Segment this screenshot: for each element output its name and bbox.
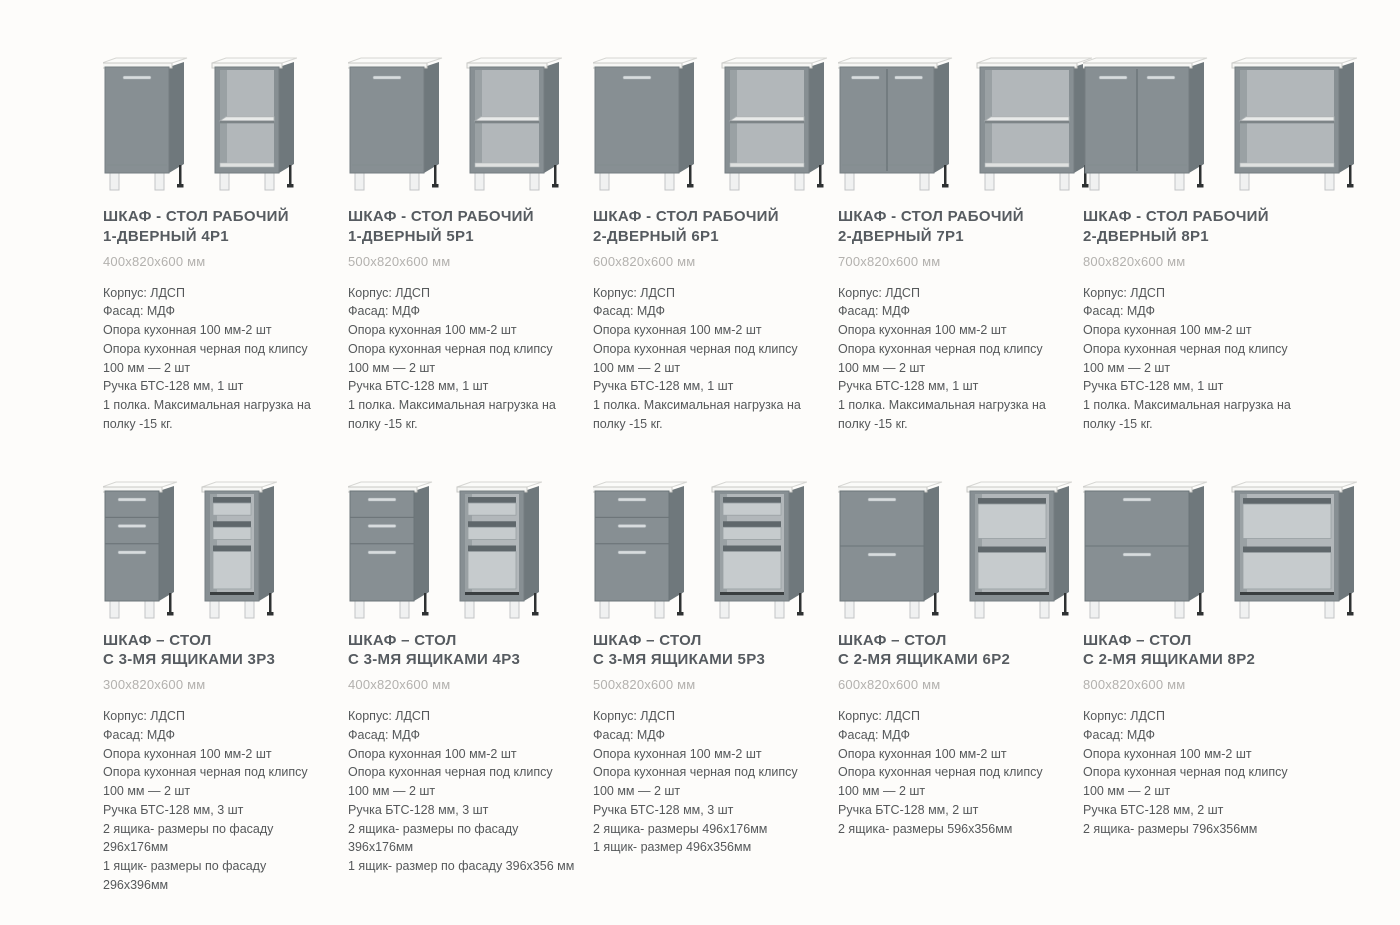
product-title-line2: 1-ДВЕРНЫЙ 4Р1 xyxy=(103,227,229,245)
product-image xyxy=(103,55,331,197)
spec-line: 1 ящик- размер по фасаду 396х356 мм xyxy=(348,859,575,874)
product-title-line2: 2-ДВЕРНЫЙ 6Р1 xyxy=(593,227,719,245)
spec-line: Фасад: МДФ xyxy=(593,727,666,742)
product-card xyxy=(1083,52,1311,434)
spec-line: Ручка БТС-128 мм, 1 шт xyxy=(103,379,244,394)
spec-line: Фасад: МДФ xyxy=(838,304,911,319)
spec-line: Ручка БТС-128 мм, 1 шт xyxy=(593,379,734,394)
product-title-line2: 2-ДВЕРНЫЙ 8Р1 xyxy=(1083,227,1209,245)
product-image xyxy=(1083,55,1311,197)
product-spec-list xyxy=(103,707,331,895)
product-dimensions: 800х820х600 мм xyxy=(1083,677,1186,693)
product-dimensions: 600х820х600 мм xyxy=(838,677,941,693)
product-dimensions: 400х820х600 мм xyxy=(103,253,206,269)
spec-line: Ручка БТС-128 мм, 1 шт xyxy=(838,379,979,394)
product-image xyxy=(348,479,576,621)
product-dimensions: 700х820х600 мм xyxy=(838,253,941,269)
spec-line: 2 ящика- размеры 496х176мм xyxy=(593,821,768,836)
product-image xyxy=(348,55,576,197)
spec-line: 1 ящик- размер 496х356мм xyxy=(593,840,752,855)
product-spec-list xyxy=(103,284,331,434)
product-title-line1: ШКАФ - СТОЛ РАБОЧИЙ xyxy=(103,208,289,225)
spec-line: Ручка БТС-128 мм, 2 шт xyxy=(838,802,979,817)
product-card xyxy=(103,52,331,434)
product-title-line1: ШКАФ – СТОЛ xyxy=(593,631,702,649)
spec-line: Опора кухонная черная под клипсу 100 мм — 2 шт xyxy=(103,765,308,799)
spec-line: Опора кухонная черная под клипсу 100 мм — 2 шт xyxy=(1083,341,1288,375)
spec-line: Опора кухонная черная под клипсу 100 мм — 2 шт xyxy=(838,765,1043,799)
spec-line: Фасад: МДФ xyxy=(593,304,666,319)
product-spec-list xyxy=(838,707,1066,838)
spec-line: 2 ящика- размеры 796х356мм xyxy=(1083,821,1258,836)
product-title xyxy=(103,207,331,247)
product-spec-list xyxy=(593,707,821,857)
product-title-line1: ШКАФ - СТОЛ РАБОЧИЙ xyxy=(1083,208,1269,225)
product-title-line2: С 3-МЯ ЯЩИКАМИ 5Р3 xyxy=(593,651,766,669)
product-title xyxy=(838,631,1066,671)
product-title xyxy=(348,631,576,671)
product-title-line1: ШКАФ – СТОЛ xyxy=(1083,631,1192,649)
product-dimensions: 300х820х600 мм xyxy=(103,677,206,693)
spec-line: Ручка БТС-128 мм, 3 шт xyxy=(348,802,489,817)
product-image xyxy=(838,479,1066,621)
product-title-line1: ШКАФ - СТОЛ РАБОЧИЙ xyxy=(838,208,1024,225)
product-spec-list xyxy=(1083,707,1311,838)
spec-line: Корпус: ЛДСП xyxy=(103,285,185,300)
spec-line: Опора кухонная 100 мм-2 шт xyxy=(348,323,517,338)
spec-line: Ручка БТС-128 мм, 1 шт xyxy=(348,379,489,394)
product-image xyxy=(1083,479,1311,621)
spec-line: Опора кухонная черная под клипсу 100 мм — 2 шт xyxy=(593,765,798,799)
spec-line: Опора кухонная 100 мм-2 шт xyxy=(593,323,762,338)
spec-line: Опора кухонная черная под клипсу 100 мм — 2 шт xyxy=(593,341,798,375)
spec-line: Ручка БТС-128 мм, 3 шт xyxy=(103,802,244,817)
product-card xyxy=(838,52,1066,434)
product-title-line1: ШКАФ – СТОЛ xyxy=(838,631,947,649)
spec-line: Опора кухонная черная под клипсу 100 мм — 2 шт xyxy=(1083,765,1288,799)
spec-line: Корпус: ЛДСП xyxy=(348,285,430,300)
spec-line: Опора кухонная 100 мм-2 шт xyxy=(1083,746,1252,761)
product-dimensions: 500х820х600 мм xyxy=(593,677,696,693)
spec-line: Опора кухонная черная под клипсу 100 мм — 2 шт xyxy=(103,341,308,375)
product-spec-list xyxy=(348,707,576,876)
spec-line: Фасад: МДФ xyxy=(103,727,176,742)
spec-line: Опора кухонная 100 мм-2 шт xyxy=(103,323,272,338)
product-dimensions: 400х820х600 мм xyxy=(348,677,451,693)
product-card xyxy=(838,480,1066,895)
product-dimensions: 500х820х600 мм xyxy=(348,253,451,269)
spec-line: Фасад: МДФ xyxy=(1083,727,1156,742)
product-title-line2: С 2-МЯ ЯЩИКАМИ 8Р2 xyxy=(1083,651,1256,669)
product-card xyxy=(593,480,821,895)
product-card xyxy=(1083,480,1311,895)
product-title xyxy=(838,207,1066,247)
spec-line: Ручка БТС-128 мм, 2 шт xyxy=(1083,802,1224,817)
spec-line: Фасад: МДФ xyxy=(348,727,421,742)
product-spec-list xyxy=(1083,284,1311,434)
product-image xyxy=(593,55,821,197)
spec-line: Корпус: ЛДСП xyxy=(348,709,430,724)
product-title-line1: ШКАФ - СТОЛ РАБОЧИЙ xyxy=(348,208,534,225)
product-dimensions: 800х820х600 мм xyxy=(1083,253,1186,269)
product-title xyxy=(348,207,576,247)
spec-line: Корпус: ЛДСП xyxy=(1083,709,1165,724)
product-title-line2: С 2-МЯ ЯЩИКАМИ 6Р2 xyxy=(838,651,1011,669)
product-title xyxy=(103,631,331,671)
spec-line: 1 полка. Максимальная нагрузка на полку -15 кг. xyxy=(1083,398,1291,431)
spec-line: Опора кухонная 100 мм-2 шт xyxy=(838,746,1007,761)
product-spec-list xyxy=(593,284,821,434)
spec-line: Ручка БТС-128 мм, 1 шт xyxy=(1083,379,1224,394)
product-dimensions: 600х820х600 мм xyxy=(593,253,696,269)
spec-line: Фасад: МДФ xyxy=(103,304,176,319)
product-title xyxy=(1083,207,1311,247)
product-spec-list xyxy=(838,284,1066,434)
product-title-line1: ШКАФ – СТОЛ xyxy=(348,631,457,649)
product-card xyxy=(593,52,821,434)
spec-line: Корпус: ЛДСП xyxy=(593,285,675,300)
spec-line: Опора кухонная 100 мм-2 шт xyxy=(348,746,517,761)
spec-line: Фасад: МДФ xyxy=(348,304,421,319)
spec-line: Опора кухонная черная под клипсу 100 мм — 2 шт xyxy=(348,341,553,375)
spec-line: 1 полка. Максимальная нагрузка на полку -15 кг. xyxy=(348,398,556,431)
spec-line: 1 полка. Максимальная нагрузка на полку -15 кг. xyxy=(838,398,1046,431)
product-card xyxy=(103,480,331,895)
spec-line: Опора кухонная 100 мм-2 шт xyxy=(593,746,762,761)
spec-line: Корпус: ЛДСП xyxy=(103,709,185,724)
spec-line: Корпус: ЛДСП xyxy=(838,285,920,300)
product-title xyxy=(1083,631,1311,671)
product-title-line2: 2-ДВЕРНЫЙ 7Р1 xyxy=(838,227,964,245)
product-image xyxy=(593,479,821,621)
spec-line: Корпус: ЛДСП xyxy=(1083,285,1165,300)
product-title xyxy=(593,631,821,671)
spec-line: Опора кухонная черная под клипсу 100 мм — 2 шт xyxy=(838,341,1043,375)
spec-line: Фасад: МДФ xyxy=(838,727,911,742)
spec-line: Опора кухонная черная под клипсу 100 мм — 2 шт xyxy=(348,765,553,799)
spec-line: 2 ящика- размеры по фасаду 396х176мм xyxy=(348,821,519,855)
spec-line: 2 ящика- размеры по фасаду 296х176мм xyxy=(103,821,274,855)
spec-line: 2 ящика- размеры 596х356мм xyxy=(838,821,1013,836)
product-title-line1: ШКАФ – СТОЛ xyxy=(103,631,212,649)
spec-line: Корпус: ЛДСП xyxy=(838,709,920,724)
spec-line: Опора кухонная 100 мм-2 шт xyxy=(1083,323,1252,338)
product-spec-list xyxy=(348,284,576,434)
product-title-line2: С 3-МЯ ЯЩИКАМИ 4Р3 xyxy=(348,651,521,669)
spec-line: 1 ящик- размеры по фасаду 296х396мм xyxy=(103,859,267,892)
product-title-line2: 1-ДВЕРНЫЙ 5Р1 xyxy=(348,227,474,245)
spec-line: 1 полка. Максимальная нагрузка на полку -15 кг. xyxy=(593,398,801,431)
product-title xyxy=(593,207,821,247)
product-card xyxy=(348,480,576,895)
product-title-line1: ШКАФ - СТОЛ РАБОЧИЙ xyxy=(593,208,779,225)
spec-line: 1 полка. Максимальная нагрузка на полку -15 кг. xyxy=(103,398,311,431)
product-image xyxy=(838,55,1066,197)
product-card xyxy=(348,52,576,434)
spec-line: Опора кухонная 100 мм-2 шт xyxy=(103,746,272,761)
spec-line: Ручка БТС-128 мм, 3 шт xyxy=(593,802,734,817)
spec-line: Корпус: ЛДСП xyxy=(593,709,675,724)
product-image xyxy=(103,479,331,621)
product-title-line2: С 3-МЯ ЯЩИКАМИ 3Р3 xyxy=(103,651,276,669)
spec-line: Фасад: МДФ xyxy=(1083,304,1156,319)
spec-line: Опора кухонная 100 мм-2 шт xyxy=(838,323,1007,338)
